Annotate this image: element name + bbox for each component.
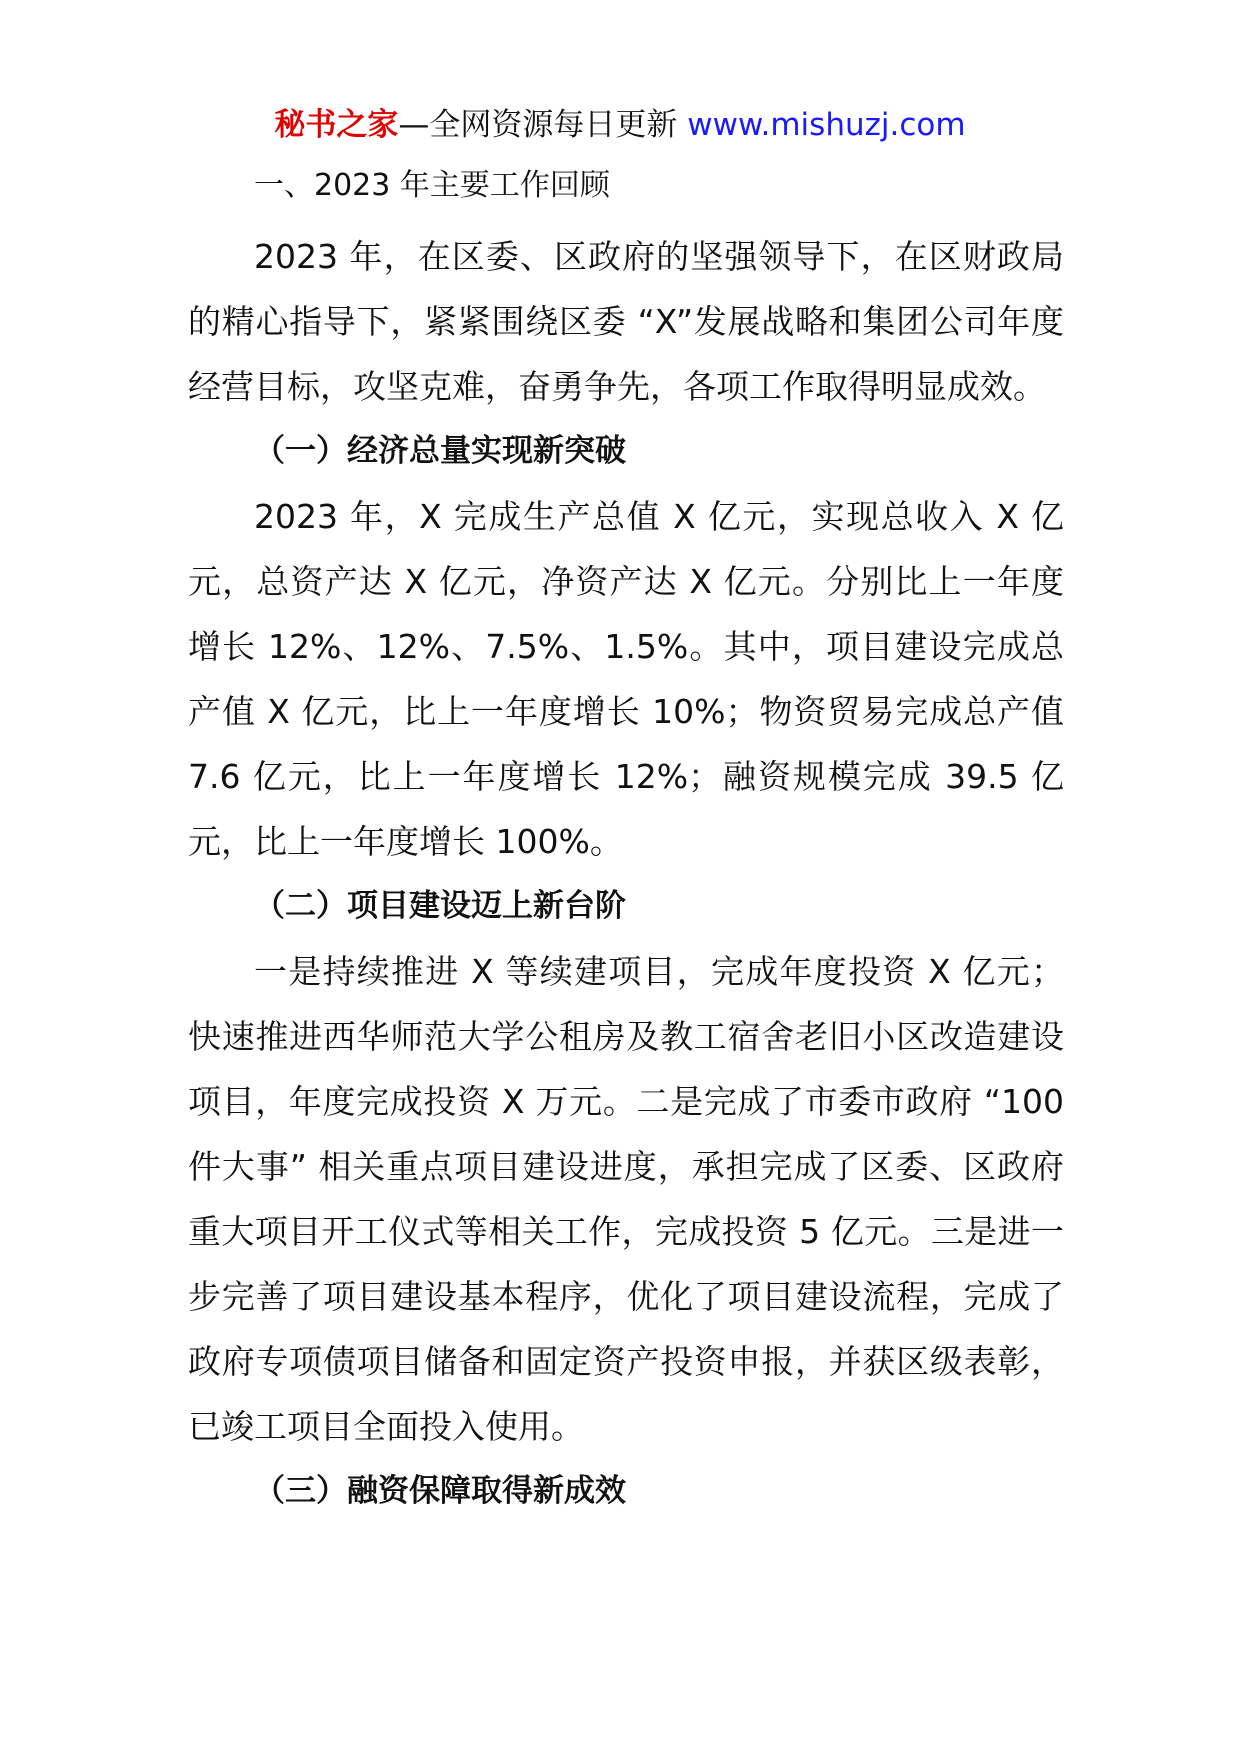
brand-name: 秘书之家 xyxy=(274,107,399,143)
watermark-header xyxy=(0,103,1240,147)
projects-paragraph: 一是持续推进 X 等续建项目，完成年度投资 X 亿元；快速推进西华师范大学公租房及教工宿舍老旧小区改造建设项目，年度完成投资 X 万元。二是完成了市委市政府 “100 件大事” 相关重点项目建设进度，承担完成了区委、区政府重大项目开工仪式等相关工作，完成投资 5 亿元。三是进一步完善了项目建设基本程序，优化了项目建设流程，完成了政府专项债项目储备和固定资产投资申报，并获区级表彰，已竣工项目全面投入使用。 xyxy=(188,952,1064,1446)
economy-paragraph: 2023 年，X 完成生产总值 X 亿元，实现总收入 X 亿元，总资产达 X 亿元，净资产达 X 亿元。分别比上一年度增长 12%、12%、7.5%、1.5%。其中，项目建设完成总产值 X 亿元，比上一年度增长 10%；物资贸易完成总产值 7.6 亿元，比上一年度增长 12%；融资规模完成 39.5 亿元，比上一年度增长 100%。 xyxy=(188,497,1064,861)
subheading-economy: （一）经济总量实现新突破 xyxy=(254,433,626,469)
subheading-financing: （三）融资保障取得新成效 xyxy=(254,1473,626,1509)
site-link[interactable]: www.mishuzj.com xyxy=(687,107,966,143)
document-body xyxy=(188,164,1064,1524)
section-title: 一、2023 年主要工作回顾 xyxy=(254,168,610,203)
subheading-projects: （二）项目建设迈上新台阶 xyxy=(254,888,626,924)
header-tagline: —全网资源每日更新 xyxy=(398,107,678,143)
intro-paragraph: 2023 年，在区委、区政府的坚强领导下，在区财政局的精心指导下，紧紧围绕区委 “X”发展战略和集团公司年度经营目标，攻坚克难，奋勇争先，各项工作取得明显成效。 xyxy=(188,237,1064,406)
